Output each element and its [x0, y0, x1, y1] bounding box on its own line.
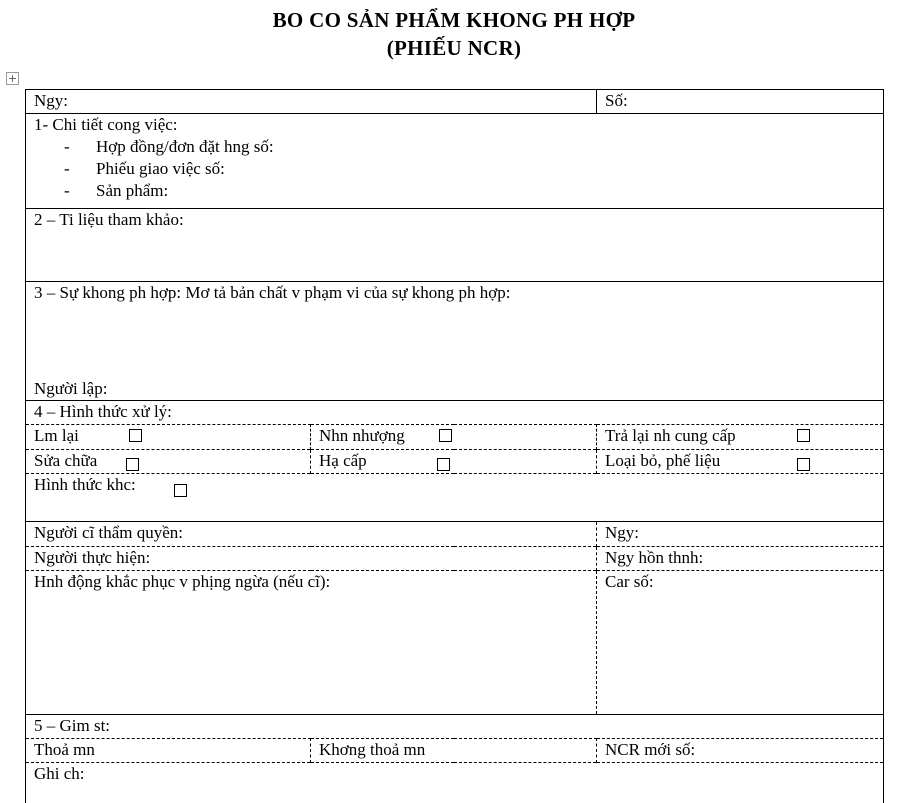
form-title: BO CO SẢN PHẨM KHONG PH HỢP [272, 8, 636, 32]
number-cell[interactable] [597, 90, 884, 114]
date-label: Ngy: [34, 91, 68, 110]
action-cell[interactable] [26, 571, 597, 715]
satisfied-cell[interactable] [26, 739, 311, 763]
executor-cell[interactable] [26, 547, 597, 571]
car-cell[interactable] [597, 571, 884, 715]
option-label: Trả lại nh cung cấp [605, 426, 736, 445]
header-row [26, 90, 884, 114]
authority-date-label: Ngy: [605, 523, 639, 542]
option-cell[interactable] [311, 450, 597, 474]
concession-checkbox[interactable] [439, 429, 452, 442]
option-label: Nhn nhượng [319, 426, 405, 445]
creator-label: Người lập: [34, 379, 108, 398]
executor-label: Người thực hiện: [34, 548, 151, 567]
notes-row [26, 763, 884, 803]
section1-cell[interactable] [26, 114, 884, 209]
return-supplier-checkbox[interactable] [797, 429, 810, 442]
section3-cell[interactable] [26, 282, 884, 401]
section2-heading: 2 – Ti liệu tham khảo: [34, 210, 184, 229]
not-satisfied-cell[interactable] [311, 739, 597, 763]
date-cell[interactable] [26, 90, 597, 114]
authority-date-cell[interactable] [597, 522, 884, 547]
section3-heading: 3 – Sự khong ph hợp: Mơ tả bản chất v phạm vi của sự khong ph hợp: [34, 283, 511, 302]
notes-label: Ghi ch: [34, 764, 85, 783]
option-cell[interactable] [26, 450, 311, 474]
action-label: Hnh động khắc phục v phịng ngừa (nếu cĩ): [34, 572, 331, 591]
option-label: Sửa chữa [34, 451, 98, 470]
options-row [26, 450, 884, 474]
section1-item: - Hợp đồng/đơn đặt hng số: [64, 137, 274, 156]
other-method-cell[interactable] [26, 474, 884, 522]
section2-row [26, 209, 884, 282]
option-label: Hạ cấp [319, 451, 367, 470]
downgrade-checkbox[interactable] [437, 458, 450, 471]
option-cell[interactable] [26, 425, 311, 450]
option-label: Loại bỏ, phế liệu [605, 451, 721, 470]
section1-item: - Phiếu giao việc số: [64, 159, 225, 178]
rework-checkbox[interactable] [129, 429, 142, 442]
new-ncr-label: NCR mới số: [605, 740, 696, 759]
monitoring-row [26, 739, 884, 763]
form-subtitle: (PHIẾU NCR) [386, 36, 522, 60]
authority-label: Người cĩ thẩm quyền: [34, 523, 183, 542]
section4-heading-row [26, 401, 884, 425]
section1-row [26, 114, 884, 209]
authority-cell[interactable] [26, 522, 597, 547]
option-label: Lm lại [34, 426, 79, 445]
action-row [26, 571, 884, 715]
scrap-checkbox[interactable] [797, 458, 810, 471]
completion-date-cell[interactable] [597, 547, 884, 571]
repair-checkbox[interactable] [126, 458, 139, 471]
section2-cell[interactable] [26, 209, 884, 282]
ncr-form-table [25, 89, 884, 803]
notes-cell[interactable] [26, 763, 884, 803]
section3-row [26, 282, 884, 401]
not-satisfied-label: Khơng thoả mn [319, 740, 426, 759]
other-method-row [26, 474, 884, 522]
other-method-label: Hình thức khc: [34, 475, 136, 494]
option-cell[interactable] [311, 425, 597, 450]
section1-heading: 1- Chi tiết cong việc: [34, 115, 178, 134]
executor-row [26, 547, 884, 571]
option-cell[interactable] [597, 425, 884, 450]
authority-row [26, 522, 884, 547]
section5-heading-row [26, 715, 884, 739]
options-row [26, 425, 884, 450]
number-label: Số: [605, 91, 628, 110]
section5-heading: 5 – Gim st: [26, 715, 884, 739]
section1-item: - Sản phẩm: [64, 181, 169, 200]
section4-heading: 4 – Hình thức xử lý: [26, 401, 884, 425]
new-ncr-cell[interactable] [597, 739, 884, 763]
option-cell[interactable] [597, 450, 884, 474]
other-method-checkbox[interactable] [174, 484, 187, 497]
satisfied-label: Thoả mn [34, 740, 95, 759]
table-move-handle-icon[interactable]: + [7, 72, 18, 85]
car-label: Car số: [605, 572, 654, 591]
completion-date-label: Ngy hồn thnh: [605, 548, 704, 567]
